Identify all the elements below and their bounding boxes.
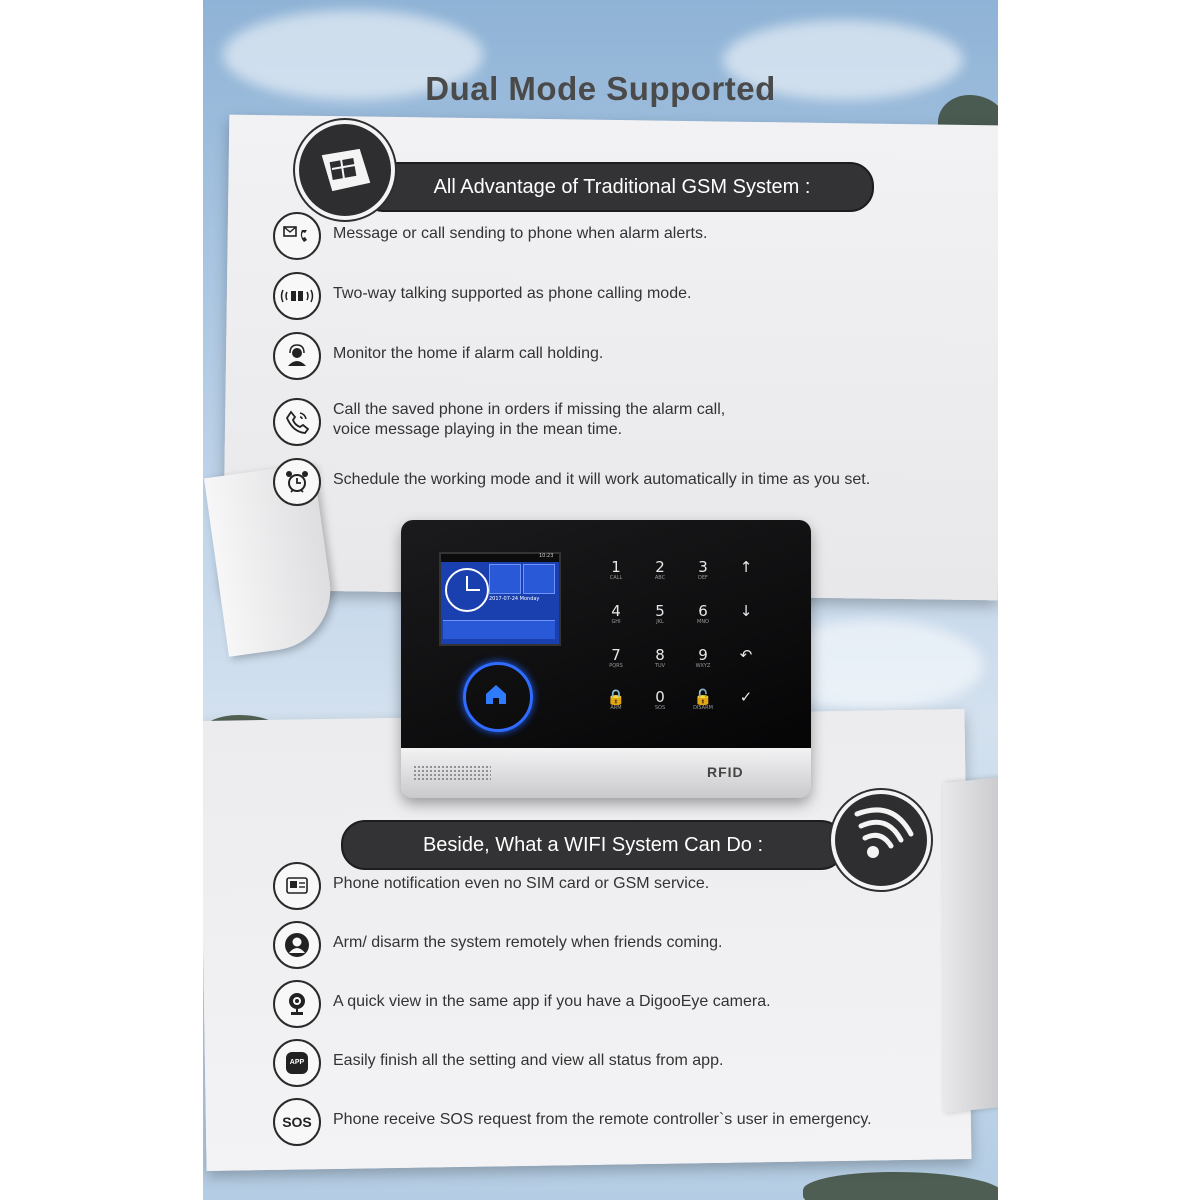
key-main-label: 9 [698, 646, 708, 664]
feature-text [333, 400, 725, 440]
feature-text: Message or call sending to phone when alarm alerts. [333, 225, 708, 242]
app-badge: APP [286, 1052, 308, 1074]
key-sub-label: JKL [656, 619, 664, 625]
sos-badge: SOS [282, 1114, 312, 1130]
gsm-heading: All Advantage of Traditional GSM System : [360, 162, 874, 212]
device-front [401, 520, 811, 748]
feature-text-line-2: voice message playing in the mean time. [333, 421, 623, 438]
key-main-label: ↑ [739, 558, 753, 576]
paper-fold [943, 777, 998, 1113]
key-sub-label: TUV [654, 663, 666, 669]
key-main-label: 8 [655, 646, 665, 664]
feature-text: Easily finish all the setting and view all status from app. [333, 1052, 724, 1069]
keypad-key[interactable] [645, 688, 675, 711]
key-main-label: 🔓 [693, 688, 713, 706]
key-sub-label: WXYZ [695, 663, 711, 669]
wifi-icon [831, 790, 931, 890]
screen-date: 2017-07-24 Monday [489, 596, 540, 602]
feature-text: Arm/ disarm the system remotely when friends coming. [333, 934, 723, 951]
home-button[interactable] [463, 662, 533, 732]
device-screen [439, 552, 561, 646]
feature-text: Phone receive SOS request from the remote controller`s user in emergency. [333, 1111, 872, 1128]
poster [203, 0, 998, 1200]
page-title: Dual Mode Supported [425, 70, 776, 108]
message-call-icon [273, 212, 321, 260]
key-main-label: 5 [655, 602, 665, 620]
feature-text: A quick view in the same app if you have a DigooEye camera. [333, 993, 771, 1010]
wifi-heading: Beside, What a WIFI System Can Do : [341, 820, 845, 870]
feature-text: Monitor the home if alarm call holding. [333, 345, 604, 362]
alarm-panel-device [401, 520, 811, 798]
tree-silhouette [803, 1172, 998, 1200]
screen-bottom-row [443, 620, 555, 639]
keypad-key[interactable] [731, 646, 761, 663]
keypad-key[interactable] [601, 558, 631, 581]
sim-card-icon [295, 120, 395, 220]
phone-ring-icon [273, 398, 321, 446]
key-sub-label: ABC [654, 575, 666, 581]
key-sub-label: SOS [654, 705, 666, 711]
keypad-key[interactable] [731, 602, 761, 619]
keypad-key[interactable] [645, 602, 675, 625]
keypad-key[interactable] [645, 646, 675, 669]
keypad-key[interactable] [601, 602, 631, 625]
no-sim-icon [273, 862, 321, 910]
screen-time: 10:23 [539, 553, 554, 559]
feature-text-line-1: Call the saved phone in orders if missing the alarm call, [333, 401, 726, 418]
keypad-key[interactable] [688, 688, 718, 711]
feature-text: Two-way talking supported as phone calling mode. [333, 285, 692, 302]
key-main-label: 🔒 [606, 688, 626, 706]
speaker-grille [413, 765, 491, 781]
key-main-label: 1 [611, 558, 621, 576]
feature-text: Phone notification even no SIM card or GSM service. [333, 875, 710, 892]
key-sub-label: DISARM [693, 705, 713, 711]
keypad-key[interactable] [688, 602, 718, 625]
clock-icon [445, 568, 489, 612]
keypad-key[interactable] [601, 646, 631, 669]
key-main-label: 2 [655, 558, 665, 576]
key-sub-label: CALL [609, 575, 623, 581]
alarm-clock-icon [273, 458, 321, 506]
monitor-person-icon [273, 332, 321, 380]
keypad-key[interactable] [688, 646, 718, 669]
key-main-label: 3 [698, 558, 708, 576]
key-main-label: 4 [611, 602, 621, 620]
keypad-key[interactable] [731, 558, 761, 575]
user-circle-icon [273, 921, 321, 969]
sos-icon [273, 1098, 321, 1146]
key-main-label: 0 [655, 688, 665, 706]
key-main-label: ↓ [739, 602, 753, 620]
keypad-key[interactable] [731, 688, 761, 705]
keypad-key[interactable] [688, 558, 718, 581]
screen-tile [489, 564, 521, 594]
rfid-label: RFID [707, 764, 744, 780]
key-sub-label: MNO [697, 619, 709, 625]
camera-icon [273, 980, 321, 1028]
feature-text: Schedule the working mode and it will work automatically in time as you set. [333, 471, 871, 488]
key-sub-label: DEF [698, 575, 708, 581]
home-icon [483, 681, 509, 707]
key-sub-label: ARM [610, 705, 622, 711]
app-icon [273, 1039, 321, 1087]
key-main-label: 7 [611, 646, 621, 664]
two-way-talk-icon [273, 272, 321, 320]
key-sub-label: PQRS [609, 663, 623, 669]
key-main-label: ↶ [739, 646, 753, 664]
keypad-key[interactable] [601, 688, 631, 711]
key-main-label: 6 [698, 602, 708, 620]
key-main-label: ✓ [739, 688, 753, 706]
keypad-key[interactable] [645, 558, 675, 581]
key-sub-label: GHI [611, 619, 621, 625]
screen-tile [523, 564, 555, 594]
